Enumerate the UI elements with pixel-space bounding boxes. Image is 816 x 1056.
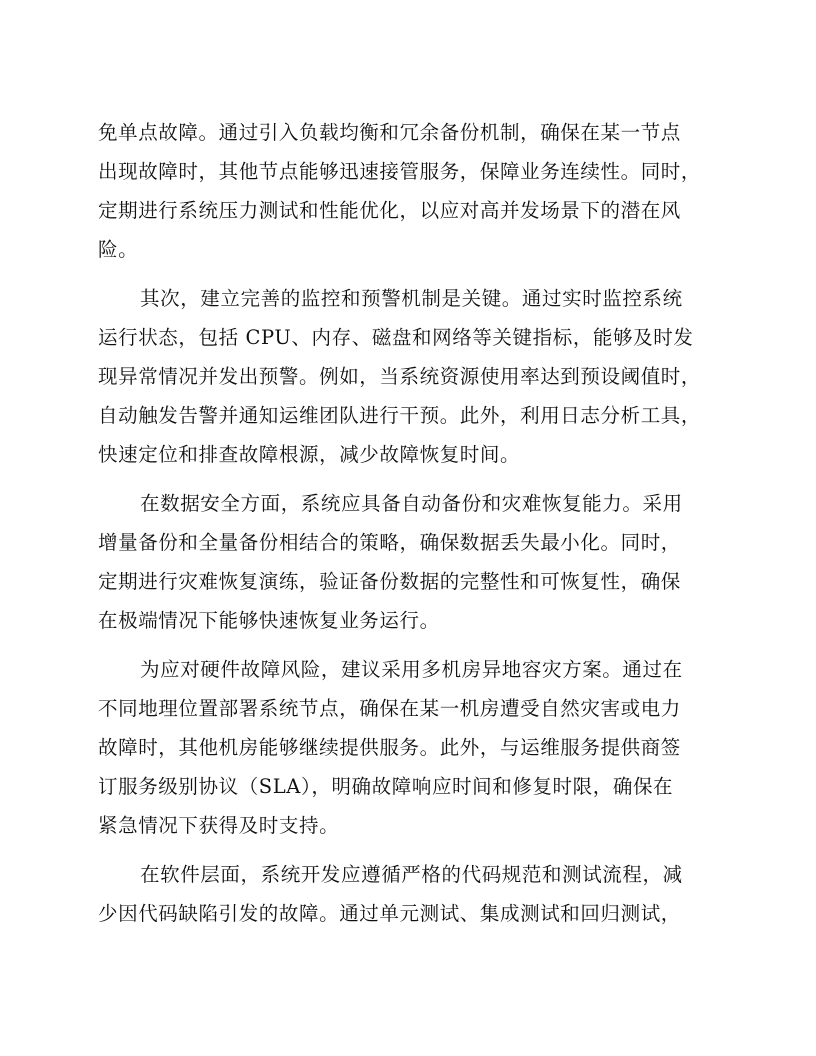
paragraph-1-line-1: 免单点故障。通过引入负载均衡和冗余备份机制，确保在某一节点 (98, 121, 681, 144)
paragraph-1-line-3: 定期进行系统压力测试和性能优化，以应对高并发场景下的潜在风 (98, 199, 681, 222)
paragraph-4-line-2: 不同地理位置部署系统节点，确保在某一机房遭受自然灾害或电力 (98, 697, 681, 720)
paragraph-1-line-4: 险。 (98, 238, 139, 261)
paragraph-3-line-3: 定期进行灾难恢复演练，验证备份数据的完整性和可恢复性，确保 (98, 570, 681, 593)
paragraph-2-line-3: 现异常情况并发出预警。例如，当系统资源使用率达到预设阈值时， (98, 365, 702, 388)
paragraph-2-line-5: 快速定位和排查故障根源，减少故障恢复时间。 (98, 443, 521, 466)
paragraph-3-line-2: 增量备份和全量备份相结合的策略，确保数据丢失最小化。同时， (98, 531, 681, 554)
paragraph-5-line-2: 少因代码缺陷引发的故障。通过单元测试、集成测试和回归测试， (98, 902, 681, 925)
paragraph-2-line-2: 运行状态，包括 CPU、内存、磁盘和网络等关键指标，能够及时发 (98, 326, 694, 349)
paragraph-4-line-5: 紧急情况下获得及时支持。 (98, 814, 340, 837)
paragraph-4-line-1: 为应对硬件故障风险，建议采用多机房异地容灾方案。通过在 (140, 658, 683, 681)
paragraph-3-line-1: 在数据安全方面，系统应具备自动备份和灾难恢复能力。采用 (140, 492, 683, 515)
paragraph-2-line-4: 自动触发告警并通知运维团队进行干预。此外，利用日志分析工具， (98, 404, 702, 427)
paragraph-4-line-4: 订服务级别协议（SLA），明确故障响应时间和修复时限，确保在 (98, 775, 674, 798)
paragraph-3-line-4: 在极端情况下能够快速恢复业务运行。 (98, 609, 440, 632)
paragraph-2-line-1: 其次，建立完善的监控和预警机制是关键。通过实时监控系统 (140, 287, 683, 310)
paragraph-4-line-3: 故障时，其他机房能够继续提供服务。此外，与运维服务提供商签 (98, 736, 681, 759)
paragraph-1-line-2: 出现故障时，其他节点能够迅速接管服务，保障业务连续性。同时， (98, 160, 702, 183)
paragraph-5-line-1: 在软件层面，系统开发应遵循严格的代码规范和测试流程，减 (140, 863, 683, 886)
